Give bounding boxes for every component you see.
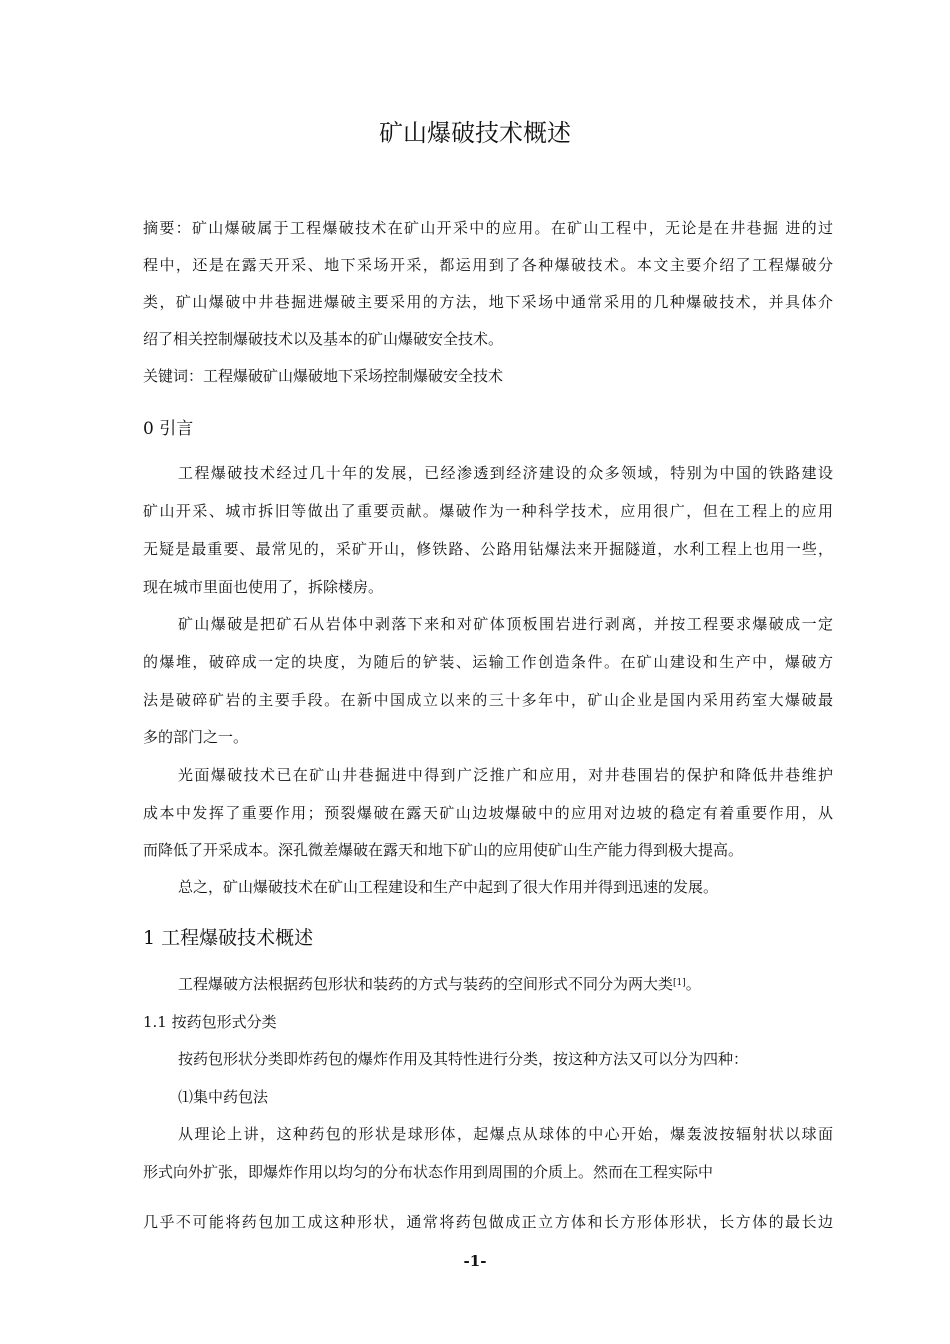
paragraph-line: 从理论上讲，这种药包的形状是球形体，起爆点从球体的中心开始，爆轰波按辐射状以球面 — [178, 1125, 833, 1143]
paragraph-line: 矿山开采、城市拆旧等做出了重要贡献。爆破作为一种科学技术，应用很广，但在工程上的应用 — [143, 502, 833, 520]
paragraph-line — [178, 973, 833, 994]
paragraph-line: 成本中发挥了重要作用；预裂爆破在露天矿山边坡爆破中的应用对边坡的稳定有着重要作用，从 — [143, 804, 833, 822]
keywords: 关键词：工程爆破矿山爆破地下采场控制爆破安全技术 — [143, 367, 504, 385]
list-item: ⑴集中药包法 — [178, 1088, 269, 1106]
paragraph-line: 多的部门之一。 — [143, 728, 249, 746]
paragraph-line: 现在城市里面也使用了，拆除楼房。 — [143, 578, 384, 596]
paragraph-line: 总之，矿山爆破技术在矿山工程建设和生产中起到了很大作用并得到迅速的发展。 — [178, 878, 719, 896]
page-number: -1- — [463, 1252, 487, 1270]
paragraph-line: 几乎不可能将药包加工成这种形状，通常将药包做成正立方体和长方形体形状，长方体的最长边 — [143, 1213, 833, 1231]
section-heading: 0 引言 — [143, 419, 194, 439]
abstract-line: 类，矿山爆破中井巷掘进爆破主要采用的方法，地下采场中通常采用的几种爆破技术，并具体介 — [143, 293, 833, 311]
paragraph-line: 的爆堆，破碎成一定的块度，为随后的铲装、运输工作创造条件。在矿山建设和生产中，爆破方 — [143, 653, 833, 671]
paragraph-line: 按药包形状分类即炸药包的爆炸作用及其特性进行分类，按这种方法又可以分为四种： — [178, 1050, 749, 1068]
intro-text: 工程爆破方法根据药包形状和装药的方式与装药的空间形式不同分为两大类 — [178, 975, 674, 993]
citation-ref: [1] — [673, 978, 686, 988]
paragraph-line: 工程爆破技术经过几十年的发展，已经渗透到经济建设的众多领域，特别为中国的铁路建设 — [178, 464, 833, 482]
paragraph-line: 无疑是最重要、最常见的，采矿开山，修铁路、公路用钻爆法来开掘隧道，水利工程上也用一些， — [143, 540, 833, 558]
intro-end: 。 — [685, 975, 701, 993]
section-heading: 1 工程爆破技术概述 — [143, 927, 314, 949]
abstract-line: 摘要：矿山爆破属于工程爆破技术在矿山开采中的应用。在矿山工程中，无论是在井巷掘 进的过 — [143, 219, 833, 237]
paragraph-line: 而降低了开采成本。深孔微差爆破在露天和地下矿山的应用使矿山生产能力得到极大提高。 — [143, 841, 744, 859]
paragraph-line: 形式向外扩张，即爆炸作用以均匀的分布状态作用到周围的介质上。然而在工程实际中 — [143, 1163, 714, 1181]
paragraph-line: 矿山爆破是把矿石从岩体中剥落下来和对矿体顶板围岩进行剥离，并按工程要求爆破成一定 — [178, 615, 833, 633]
page-title: 矿山爆破技术概述 — [379, 119, 571, 147]
abstract-line: 绍了相关控制爆破技术以及基本的矿山爆破安全技术。 — [143, 330, 504, 348]
paragraph-line: 法是破碎矿岩的主要手段。在新中国成立以来的三十多年中，矿山企业是国内采用药室大爆破最 — [143, 691, 833, 709]
paragraph-line: 光面爆破技术已在矿山井巷掘进中得到广泛推广和应用，对井巷围岩的保护和降低井巷维护 — [178, 766, 833, 784]
abstract-line: 程中，还是在露天开采、地下采场开采，都运用到了各种爆破技术。本文主要介绍了工程爆破分 — [143, 256, 833, 274]
subsection-heading: 1.1 按药包形式分类 — [143, 1013, 277, 1031]
